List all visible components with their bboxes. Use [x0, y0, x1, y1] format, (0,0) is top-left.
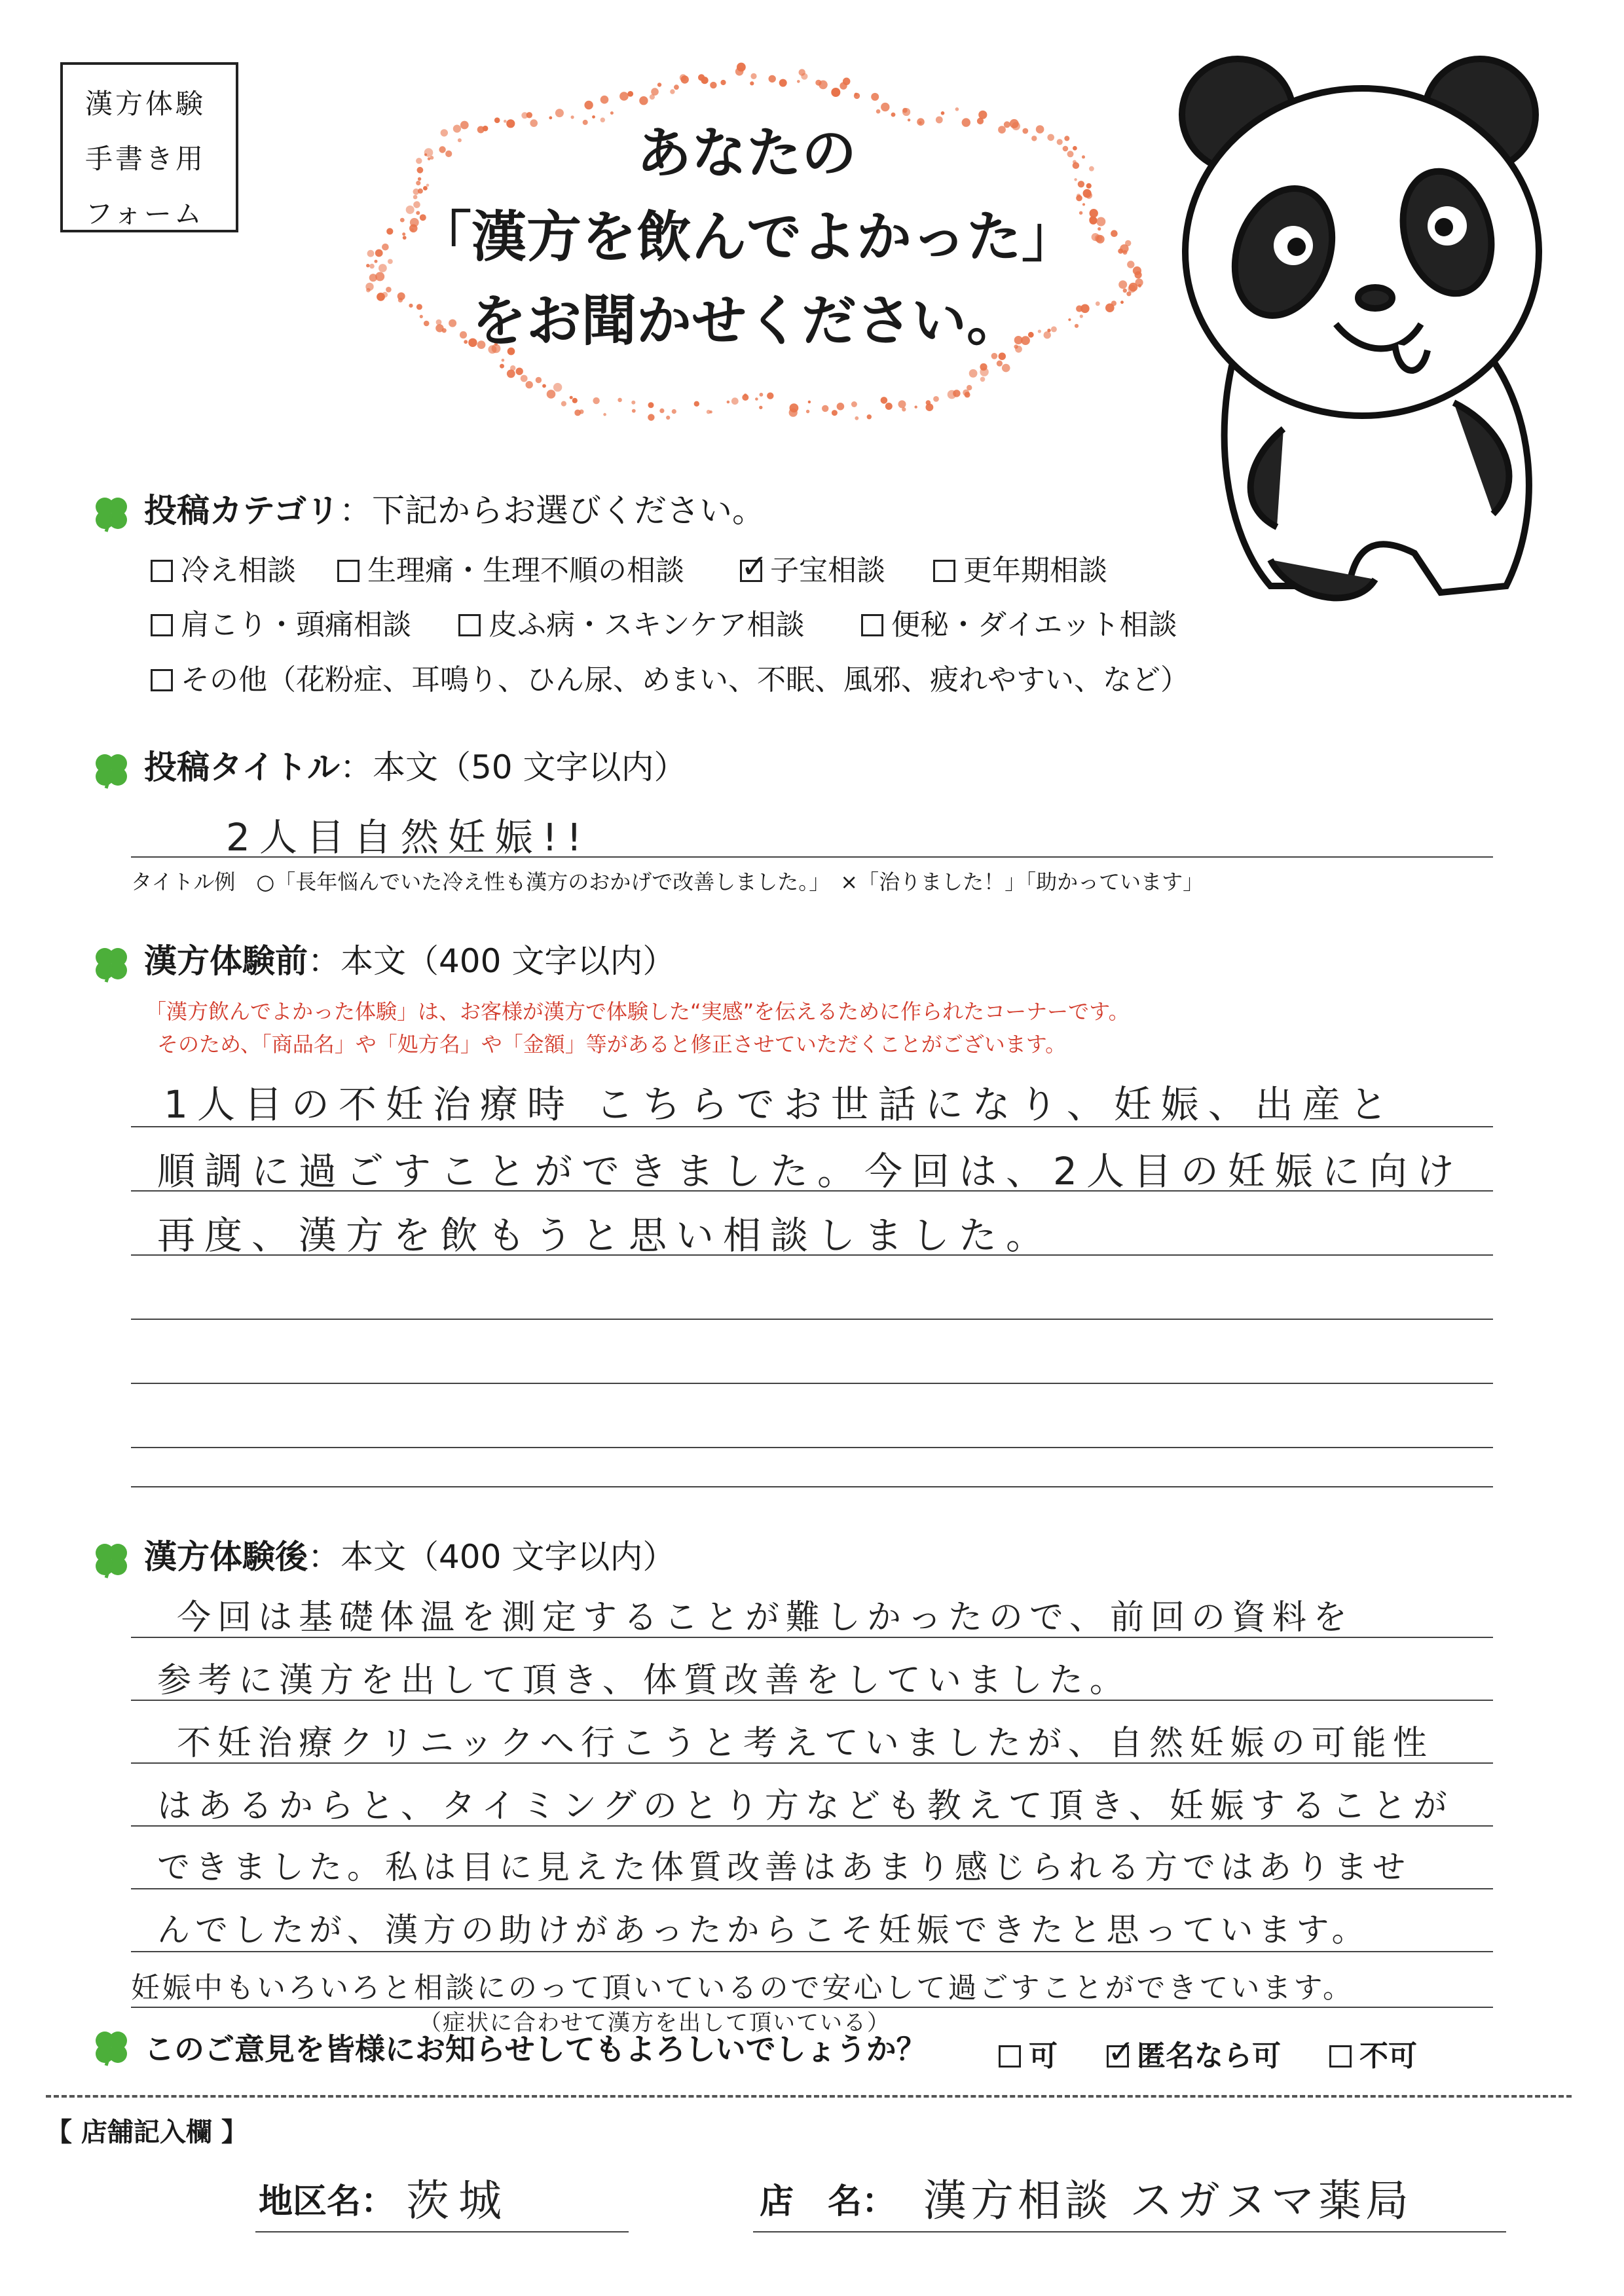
clover-icon — [92, 944, 131, 983]
stamp-line: 手書き用 — [85, 143, 206, 175]
title-handwritten[interactable]: 2人目自然妊娠!! — [226, 815, 591, 860]
sparkle-dot — [547, 390, 556, 399]
consent-option-label: 可 — [1029, 2039, 1058, 2073]
sparkle-dot — [572, 398, 578, 403]
checkbox-checked[interactable] — [740, 547, 768, 585]
sparkle-dot — [720, 80, 726, 85]
area-value[interactable]: 茨城 — [406, 2176, 511, 2226]
sparkle-dot — [1002, 364, 1010, 373]
sparkle-dot — [750, 81, 754, 85]
consent-option[interactable] — [1107, 2032, 1281, 2074]
sparkle-dot — [648, 414, 654, 420]
after-text-line[interactable]: んでしたが、漢方の助けがあったからこそ妊娠できたと思っています。 — [157, 1911, 1370, 1949]
sparkle-dot — [584, 101, 593, 109]
writing-rule — [131, 1825, 1493, 1827]
sparkle-dot — [666, 416, 670, 420]
sparkle-dot — [806, 410, 809, 413]
title-heading-label: 投稿タイトル — [144, 748, 340, 786]
check-mark-icon: ✓ — [741, 547, 768, 585]
sparkle-dot — [933, 396, 939, 402]
area-rule — [255, 2231, 629, 2232]
category-option-label: 子宝相談 — [770, 554, 885, 587]
before-text-line[interactable]: 1人目の不妊治療時 こちらでお世話になり、妊娠、出産と — [164, 1082, 1397, 1127]
sparkle-dot — [750, 73, 756, 79]
title-heading — [92, 741, 687, 790]
checkbox[interactable] — [151, 669, 173, 691]
sparkle-dot — [881, 103, 889, 111]
category-option[interactable] — [740, 547, 885, 589]
sparkle-dot — [672, 409, 676, 414]
writing-rule — [131, 1190, 1493, 1192]
sparkle-dot — [670, 89, 674, 94]
form-stamp-box — [60, 62, 238, 232]
store-section-label: 【 店舗記入欄 】 — [46, 2117, 248, 2147]
title-heading-sub: ：本文（50 文字以内） — [340, 748, 687, 786]
writing-rule — [131, 1637, 1493, 1638]
checkbox[interactable] — [151, 614, 173, 636]
checkbox[interactable] — [933, 560, 955, 582]
checkbox-checked[interactable] — [1107, 2033, 1135, 2071]
category-option-label: その他（花粉症、耳鳴り、ひん尿、めまい、不眠、風邪、疲れやすい、など） — [181, 663, 1189, 697]
sparkle-dot — [631, 401, 635, 405]
headline-line-1: あなたの — [636, 121, 857, 185]
writing-rule — [131, 1888, 1493, 1889]
writing-rule — [131, 1254, 1493, 1256]
consent-option[interactable] — [1329, 2032, 1417, 2074]
category-option-label: 更年期相談 — [963, 554, 1107, 587]
store-label: 店 名： — [760, 2182, 896, 2221]
writing-rule — [131, 1447, 1493, 1448]
after-heading — [92, 1531, 675, 1579]
after-annotation[interactable]: （症状に合わせて漢方を出して頂いている） — [419, 2010, 891, 2036]
sparkle-dot — [521, 375, 528, 382]
sparkle-dot — [619, 92, 629, 101]
checkbox[interactable] — [1329, 2045, 1352, 2068]
category-heading-sub: ：下記からお選びください。 — [339, 492, 765, 530]
headline — [367, 111, 1126, 363]
category-option[interactable] — [337, 547, 684, 589]
stamp-line: 漢方体験 — [85, 88, 206, 120]
title-example: タイトル例 ○「長年悩んでいた冷え性も漢方のおかげで改善しました。」 ×「治りました！」「助かっています」 — [131, 869, 1204, 894]
sparkle-dot — [779, 79, 787, 87]
sparkle-dot — [915, 406, 917, 409]
sparkle-dot — [965, 392, 970, 397]
headline-line-2: 「漢方を飲んでよかった」 — [416, 205, 1077, 269]
sparkle-dot — [618, 398, 622, 403]
sparkle-dot — [694, 401, 699, 407]
category-option-label: 皮ふ病・スキンケア相談 — [489, 608, 805, 642]
checkbox[interactable] — [151, 560, 173, 582]
before-notice-1: 「漢方飲んでよかった体験」は、お客様が漢方で体験した“実感”を伝えるために作られたコーナーです。 — [145, 999, 1130, 1024]
sparkle-dot — [600, 96, 609, 104]
sparkle-dot — [759, 406, 762, 409]
consent-option-label: 匿名なら可 — [1137, 2039, 1281, 2073]
sparkle-dot — [542, 384, 546, 388]
sparkle-dot — [731, 397, 739, 405]
clover-icon — [92, 2028, 131, 2067]
category-option[interactable] — [861, 601, 1177, 643]
sparkle-dot — [885, 403, 893, 410]
sparkle-dot — [735, 67, 744, 76]
sparkle-dot — [727, 401, 730, 404]
category-heading — [92, 484, 765, 533]
before-heading — [92, 935, 675, 983]
sparkle-dot — [603, 413, 606, 416]
before-text-line[interactable]: 再度、漢方を飲もうと思い相談しました。 — [157, 1213, 1054, 1258]
sparkle-dot — [819, 81, 828, 90]
after-heading-label: 漢方体験後 — [144, 1538, 308, 1576]
after-text-line[interactable]: できました。私は目に見えた体質改善はあまり感じられる方ではありませ — [157, 1848, 1411, 1886]
sparkle-dot — [1126, 291, 1131, 296]
category-option[interactable] — [458, 601, 805, 643]
store-rule — [753, 2231, 1506, 2232]
clover-icon — [92, 1540, 131, 1579]
sparkle-dot — [831, 88, 840, 97]
category-option-label: 便秘・ダイエット相談 — [891, 608, 1177, 642]
category-option[interactable] — [933, 547, 1107, 589]
sparkle-dot — [627, 91, 633, 97]
panda-mascot-icon — [1139, 36, 1572, 625]
store-value[interactable]: 漢方相談 スガヌマ薬局 — [923, 2176, 1412, 2226]
sparkle-dot — [657, 82, 661, 86]
sparkle-dot — [760, 393, 764, 397]
sparkle-dot — [570, 396, 573, 399]
sparkle-dot — [701, 77, 709, 84]
clover-icon — [92, 494, 131, 533]
before-text-line[interactable]: 順調に過ごすことができました。今回は、2人目の妊娠に向け — [157, 1149, 1464, 1194]
checkbox[interactable] — [999, 2045, 1021, 2068]
before-notice-2: そのため、「商品名」や「処方名」や「金額」等があると修正させていただくことがございます。 — [157, 1032, 1067, 1057]
category-heading-label: 投稿カテゴリ — [144, 492, 339, 530]
category-option-label: 肩こり・頭痛相談 — [181, 608, 411, 642]
writing-rule — [131, 1762, 1493, 1764]
sparkle-dot — [840, 82, 847, 89]
sparkle-dot — [632, 409, 636, 413]
sparkle-dot — [639, 96, 648, 105]
after-heading-sub: ：本文（400 文字以内） — [308, 1538, 676, 1576]
sparkle-dot — [801, 73, 807, 80]
dashed-divider — [46, 2095, 1572, 2098]
sparkle-dot — [855, 93, 858, 96]
sparkle-dot — [707, 410, 710, 414]
sparkle-dot — [526, 381, 533, 388]
checkbox[interactable] — [337, 560, 360, 582]
sparkle-dot — [1127, 261, 1134, 268]
before-heading-label: 漢方体験前 — [144, 942, 308, 980]
sparkle-dot — [516, 368, 523, 375]
sparkle-dot — [680, 74, 687, 81]
writing-rule — [131, 1486, 1493, 1487]
sparkle-dot — [967, 385, 972, 390]
consent-question: このご意見を皆様にお知らせしてもよろしいでしょうか？ — [144, 2032, 927, 2067]
sparkle-dot — [536, 377, 542, 383]
consent-option-label: 不可 — [1359, 2039, 1417, 2073]
sparkle-dot — [769, 75, 776, 82]
sparkle-dot — [855, 416, 858, 420]
after-text-line[interactable]: 不妊治療クリニックへ行こうと考えていましたが、自然妊娠の可能性 — [177, 1724, 1433, 1763]
sparkle-dot — [898, 400, 906, 408]
sparkle-dot — [553, 383, 562, 392]
writing-rule — [131, 1126, 1493, 1127]
after-text-line[interactable]: はあるからと、タイミングのとり方なども教えて頂き、妊娠することが — [157, 1787, 1454, 1826]
writing-rule — [131, 1700, 1493, 1701]
consent-option[interactable] — [999, 2032, 1058, 2074]
stamp-line: フォーム — [85, 198, 204, 230]
category-option[interactable] — [151, 547, 296, 589]
sparkle-dot — [867, 414, 872, 419]
writing-rule — [131, 1319, 1493, 1320]
sparkle-dot — [832, 410, 838, 416]
sparkle-dot — [851, 401, 857, 407]
clover-icon — [92, 750, 131, 790]
consent-row — [92, 2026, 927, 2069]
sparkle-dot — [822, 405, 828, 412]
sparkle-dot — [808, 401, 811, 403]
sparkle-dot — [969, 369, 978, 378]
sparkle-dot — [953, 390, 960, 397]
sparkle-dot — [881, 397, 888, 404]
after-text-line[interactable]: 今回は基礎体温を測定することが難しかったので、前回の資料を — [177, 1598, 1354, 1637]
category-option-label: 冷え相談 — [181, 554, 296, 587]
sparkle-dot — [710, 82, 716, 88]
checkbox[interactable] — [861, 614, 883, 636]
before-heading-sub: ：本文（400 文字以内） — [308, 942, 676, 980]
sparkle-dot — [871, 93, 879, 101]
sparkle-dot — [648, 402, 654, 408]
writing-rule — [131, 1383, 1493, 1384]
after-text-line[interactable]: 参考に漢方を出して頂き、体質改善をしていました。 — [157, 1661, 1130, 1700]
category-option[interactable] — [151, 601, 411, 643]
sparkle-dot — [767, 392, 773, 399]
sparkle-dot — [507, 369, 515, 378]
sparkle-dot — [561, 401, 566, 407]
writing-rule — [131, 1951, 1493, 1952]
headline-line-3: をお聞かせください。 — [471, 289, 1022, 353]
category-option-label: 生理痛・生理不順の相談 — [367, 554, 684, 587]
sparkle-dot — [755, 397, 758, 401]
area-label: 地区名： — [259, 2182, 396, 2221]
sparkle-dot — [980, 363, 987, 371]
sparkle-dot — [955, 107, 959, 111]
sparkle-dot — [797, 80, 800, 83]
sparkle-dot — [980, 377, 986, 382]
sparkle-dot — [926, 403, 934, 411]
checkbox[interactable] — [458, 614, 481, 636]
after-text-line[interactable]: 妊娠中もいろいろと相談にのって頂いているので安心して過ごすことができています。 — [131, 1971, 1355, 2005]
sparkle-dot — [674, 84, 679, 90]
sparkle-dot — [500, 364, 504, 369]
sparkle-dot — [742, 394, 748, 401]
sparkle-dot — [659, 409, 664, 413]
category-option[interactable] — [151, 656, 1189, 698]
sparkle-dot — [790, 403, 799, 412]
sparkle-dot — [593, 397, 599, 404]
title-rule — [131, 856, 1493, 858]
sparkle-dot — [574, 410, 581, 416]
sparkle-dot — [837, 403, 845, 410]
sparkle-dot — [651, 88, 659, 96]
check-mark-icon: ✓ — [1107, 2033, 1135, 2071]
